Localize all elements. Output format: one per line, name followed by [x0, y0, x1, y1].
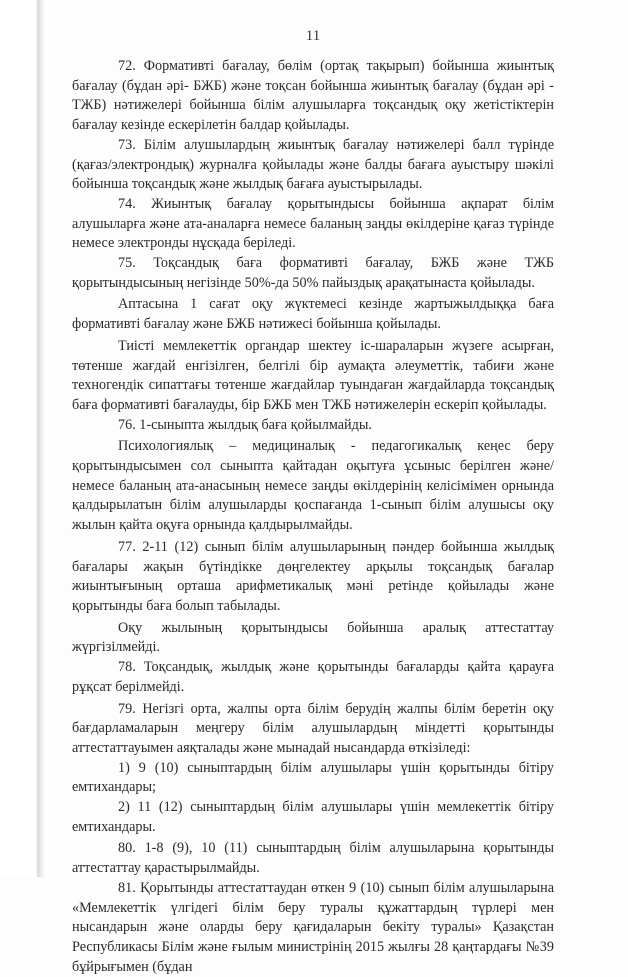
page-number: 11	[305, 28, 321, 44]
paragraph-74: 74. Жиынтық бағалау қорытындысы бойынша ақпарат білім алушыларға және ата-аналарға немесе баланың заңды өкілдеріне қағаз түрінде немесе электронды нұсқада беріледі.	[72, 195, 554, 252]
paragraph-79-item-1: 1) 9 (10) сыныптардың білім алушылары үшін қорытынды бітіру емтихандары;	[72, 759, 554, 796]
scan-binding-edge	[0, 0, 44, 877]
paragraph-77: 77. 2-11 (12) сынып білім алушыларының пәндер бойынша жылдық бағалары жақын бүтіндікке дөңгелектеу арқылы тоқсандық бағалар жиынтығының орташа арифметикалық мәні ретінде қойылады және қорытынды баға болып табылады.	[72, 538, 554, 614]
paragraph-72: 72. Формативті бағалау, бөлім (ортақ тақырып) бойынша жиынтық бағалау (бұдан әрі- БЖБ) және тоқсан бойынша жиынтық бағалау (бұдан әрі - ТЖБ) нәтижелері бойынша білім алушыларға тоқсандық оқу жетістіктерін бағалау кезінде ескерілетін балдар қойылады.	[72, 58, 554, 134]
paragraph-75-emergency: Тиісті мемлекеттік органдар шектеу іс-шараларын жүзеге асырған, төтенше жағдай енгізілген, белгілі бір аумақта әлеуметтік, табиғи және техногендік сипаттағы төтенше жағдайлар туындаған жағдайларда тоқсандық баға формативті бағалауды, бір БЖБ мен ТЖБ нәтижелерін ескеріп қойылады.	[72, 337, 554, 413]
paragraph-80: 80. 1-8 (9), 10 (11) сыныптардың білім алушыларына қорытынды аттестаттау қарастырылмайды.	[72, 840, 554, 877]
paragraph-79-item-2: 2) 11 (12) сыныптардың білім алушылары үшін мемлекеттік бітіру емтихандары.	[72, 799, 554, 835]
paragraph-76: 76. 1-сыныпта жылдық баға қойылмайды.	[118, 416, 372, 433]
paragraph-79: 79. Негізгі орта, жалпы орта білім берудің жалпы білім беретін оқу бағдарламаларын меңгеру білім алушылардың міндетті қорытынды аттестаттауымен аяқталады және мынадай нысандарда өткізіледі:	[72, 700, 554, 756]
paragraph-76-exception: Психологиялық – медициналық - педагогикалық кеңес беру қорытындысымен сол сыныпта қайтадан оқытуға ұсыныс берілген және/немесе баланың ата-анасының немесе заңды өкілдерінің келісімімен орнында қалдырылатын білім алушыларды қоспағанда 1-сынып білім алушысы оқу жылын қайта оқуға орнында қалдырылмайды.	[72, 438, 554, 534]
paragraph-75: 75. Тоқсандық баға формативті бағалау, БЖБ және ТЖБ қорытындысының негізінде 50%-да 50% пайыздық арақатынаста қойылады.	[72, 255, 554, 291]
paragraph-81: 81. Қорытынды аттестаттаудан өткен 9 (10) сынып білім алушыларына «Мемлекеттік үлгідегі білім беру туралы құжаттардың түрлері мен нысандарын және оларды беру қағидаларын бекіту туралы» Қазақстан Республикасы Білім және ғылым министрінің 2015 жылғы 28 қаңтардағы №39 бұйрығымен (бұдан	[72, 879, 554, 975]
paragraph-78: 78. Тоқсандық, жылдық және қорытынды бағаларды қайта қарауға рұқсат берілмейді.	[72, 659, 554, 695]
document-body	[72, 57, 554, 977]
paragraph-77-attestation: Оқу жылының қорытындысы бойынша аралық аттестаттау жүргізілмейді.	[72, 619, 554, 656]
paragraph-73: 73. Білім алушылардың жиынтық бағалау нәтижелері балл түрінде (қағаз/электрондық) журналға қойылады және балды бағаға ауыстыру шәкілі бойынша тоқсандық және жылдық бағаға ауыстырылады.	[72, 136, 554, 193]
paragraph-75-weekly-load: Аптасына 1 сағат оқу жүктемесі кезінде жартыжылдыққа баға формативті бағалау және БЖБ нәтижесі бойынша қойылады.	[72, 296, 554, 333]
